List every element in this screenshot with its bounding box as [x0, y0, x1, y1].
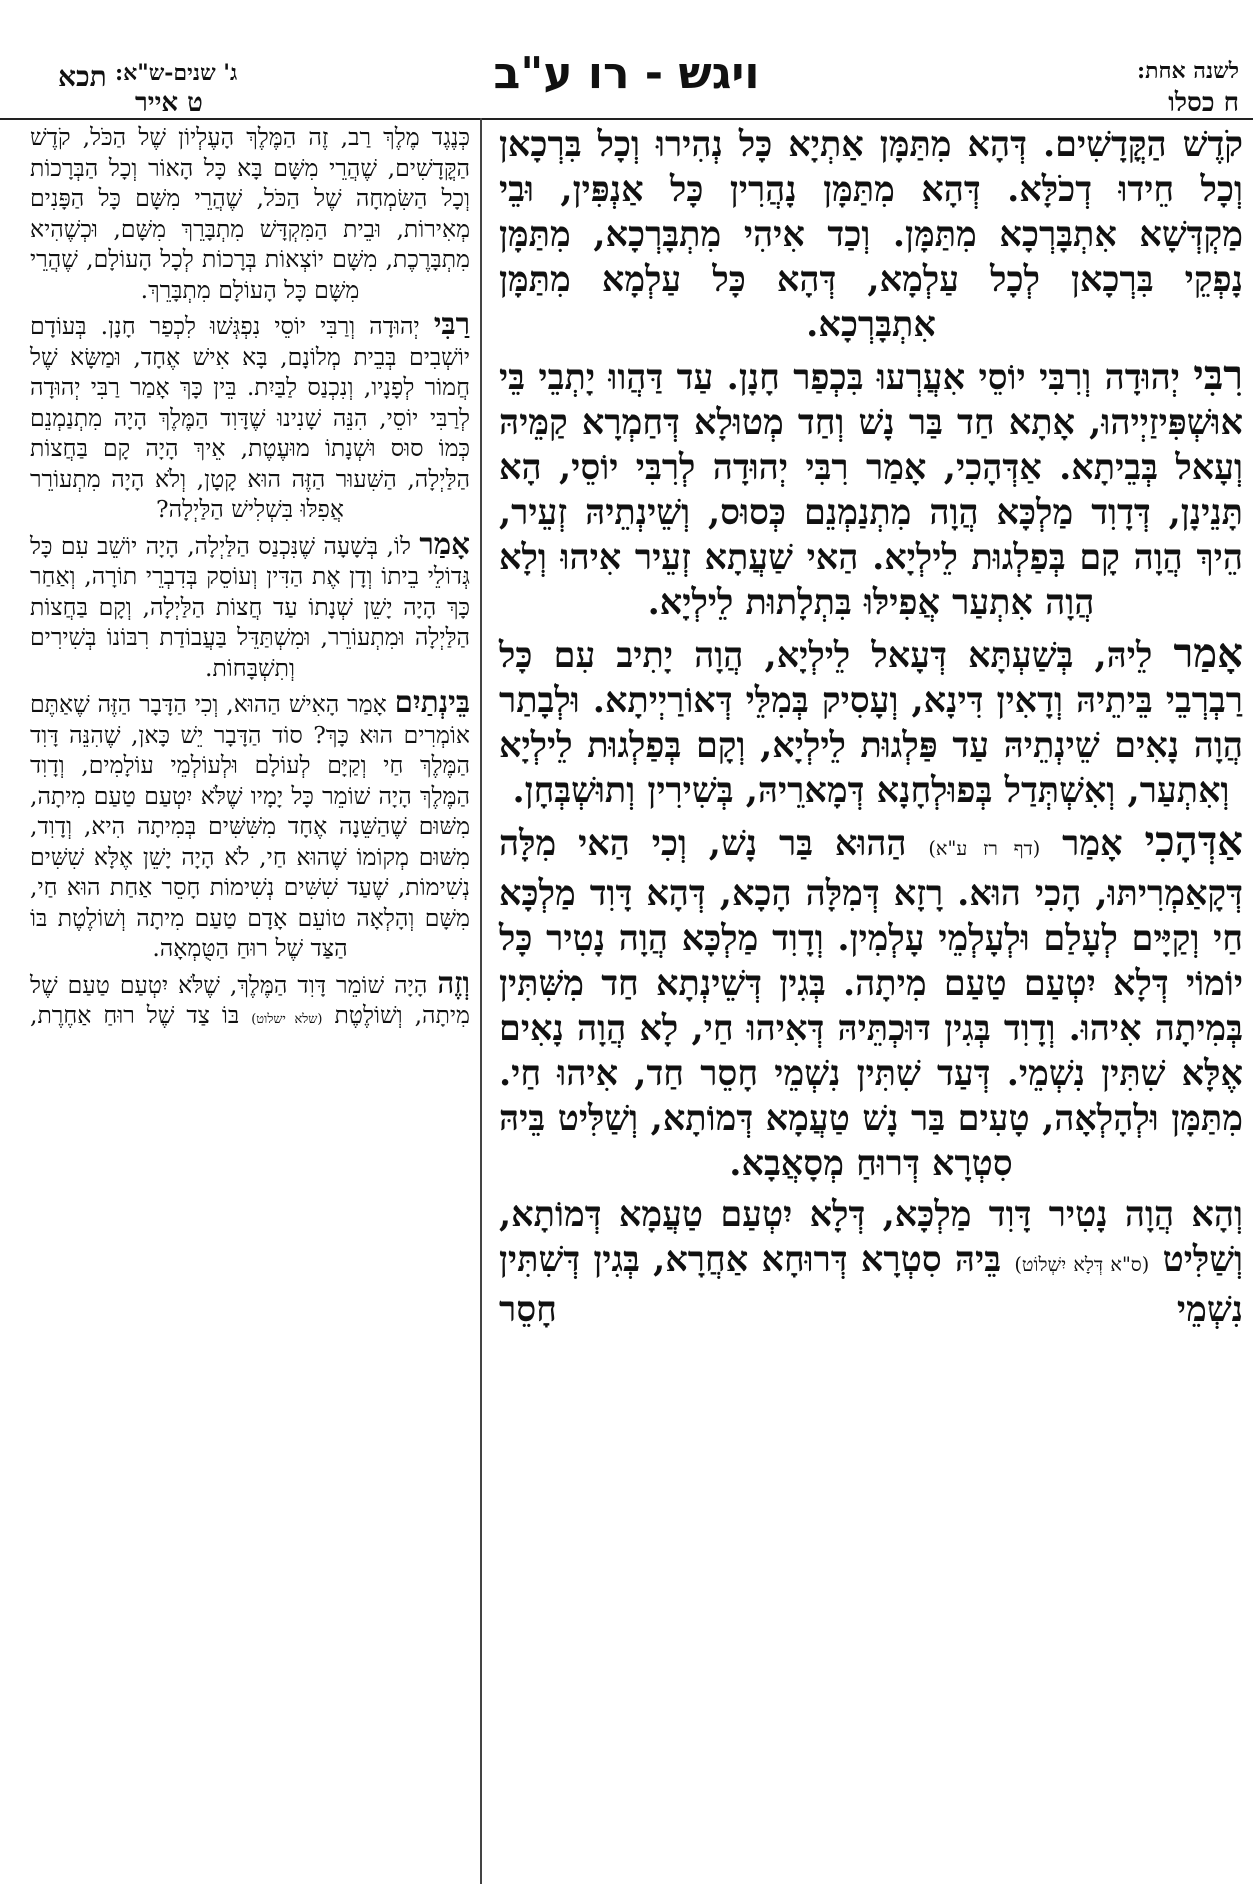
page-header	[0, 0, 1253, 118]
schedule-three-years-label: ג' שנים-ש"א:	[115, 60, 238, 86]
page-number: תכא	[58, 60, 107, 93]
schedule-three-years-date: ט אייר	[135, 88, 203, 118]
variant-reading-note: (ס"א דְּלָא יִשְׁלוֹט)	[1014, 1253, 1150, 1276]
opening-word: אַדְּהָכִי	[1144, 818, 1244, 865]
header-rule	[0, 118, 1253, 120]
opening-word: רַבִּי	[433, 306, 470, 341]
opening-word: אָמַר	[1173, 630, 1243, 677]
schedule-one-year-date: ח כסלו	[1168, 88, 1239, 118]
main-paragraph-4: אַדְּהָכִי אָמַר (דף רז ע"א) הַהוּא בַּר נָשׁ, וְכִי הַאי מִלָּה דְּקָאַמְרִיתּוּ, הָכִי הוּא. רָזָא דְּמִלָּה הָכָא, דְּהָא דָּוִד מַלְכָּא חַי וְקַיָּים לְעָלַם וּלְעָלְמֵי עָלְמִין. וְדָוִד מַלְכָּא הֲוָה נָטִיר כָּל יוֹמוֹי דְּלָא יִטְעַם טַעַם מִיתָה. בְּגִין דְּשֵׁינְתָא חַד מִשִּׁתִּין בְּמִיתָה אִיהוּ. וְדָוִד בְּגִין דּוּכְתֵּיהּ דְּאִיהוּ חַי, לָא הֲוָה נָאִים אֶלָּא שִׁתִּין נִשְׁמֵי. דְּעַד שִׁתִּין נִשְׁמֵי חָסֵר חַד, אִיהוּ חַי. מִתַּמָּן וּלְהָלְאָה, טָעִים בַּר נָשׁ טַעֲמָא דְּמוֹתָא, וְשַׁלִּיט בֵּיהּ סִטְרָא דְּרוּחַ מְסָאֲבָא.	[499, 818, 1244, 1184]
schedule-one-year-label: לשנה אחת:	[1136, 58, 1239, 84]
hebrew-translation-column	[30, 122, 470, 1040]
side-paragraph-1: כְּנֶגֶד מֶלֶךְ רַב, זֶה הַמֶּלֶךְ הָעֶלְיוֹן שֶׁל הַכֹּל, קֹדֶשׁ הַקֳּדָשִׁים, שֶׁהֲרֵי מִשָּׁם בָּא כָּל הָאוֹר וְכָל הַבְּרָכוֹת וְכָל הַשִּׂמְחָה שֶׁל הַכֹּל, שֶׁהֲרֵי מִשָּׁם כָּל הַפָּנִים מְאִירוֹת, וּבֵית הַמִּקְדָּשׁ מִתְבָּרֵךְ מִשָּׁם, וּכְשֶׁהִיא מִתְבָּרֶכֶת, מִשָּׁם יוֹצְאוֹת בְּרָכוֹת לְכָל הָעוֹלָם, שֶׁהֲרֵי מִשָּׁם כָּל הָעוֹלָם מִתְבָּרֵךְ.	[30, 123, 470, 304]
opening-word: בֵּינְתַיִם	[394, 684, 470, 719]
main-paragraph-2: רִבִּי יְהוּדָה וְרִבִּי יוֹסֵי אִעֲרְעוּ בִּכְפַר חָנָן. עַד דַּהֲווּ יָתְבֵי בֵּי אוּשְׁפִּיזַיְיהוּ, אָתָא חַד בַּר נָשׁ וְחַד מְטוּלָא דְּחַמְרָא קַמֵּיהּ וְעָאל בְּבֵיתָא. אַדְּהָכִי, אָמַר רִבִּי יְהוּדָה לְרִבִּי יוֹסֵי, הָא תָּנֵינָן, דְּדָוִד מַלְכָּא הֲוָה מִתְנַמְנֵם כְּסוּס, וְשֵׁינְתֵיהּ זְעֵיר, הֵיךְ הֲוָה קָם בְּפַלְגוּת לֵילְיָא. הַאי שַׁעֲתָא זְעֵיר אִיהוּ וְלָא הֲוָה אִתְעַר אֲפִילּוּ בִּתְלָתוּת לֵילְיָא.	[499, 352, 1244, 623]
main-paragraph-5: וְהָא הֲוָה נָטִיר דָּוִד מַלְכָּא, דְּלָא יִטְעַם טַעֲמָא דְּמוֹתָא, וְשַׁלִּיט (ס"א דְּלָא יִשְׁלוֹט) בֵּיהּ סִטְרָא דְּרוּחָא אַחֲרָא, בְּגִין דְּשִׁתִּין נִשְׁמֵי חָסֵר	[499, 1194, 1244, 1330]
main-paragraph-3: אָמַר לֵיהּ, בְּשַׁעְתָּא דְּעָאל לֵילְיָא, הֲוָה יָתִיב עִם כָּל רַבְרְבֵי בֵּיתֵיהּ וְדָאִין דִּינָא, וְעָסִיק בְּמִלֵּי דְּאוֹרַיְיתָא. וּלְבָתַר הֲוָה נָאִים שֵׁינְתֵיהּ עַד פַּלְגוּת לֵילְיָא, וְקָם בְּפַלְגוּת לֵילְיָא וְאִתְעַר, וְאִשְׁתְּדַל בְּפוּלְחָנָא דְּמָארֵיהּ, בְּשִׁירִין וְתוּשְׁבְּחָן.	[499, 630, 1243, 811]
side-paragraph-2: רַבִּי יְהוּדָה וְרַבִּי יוֹסֵי נִפְגְּשׁוּ לִכְפַר חָנָן. בְּעוֹדָם יוֹשְׁבִים בְּבֵית מְלוֹנָם, בָּא אִישׁ אֶחָד, וּמַשָּׂא שֶׁל חֲמוֹר לְפָנָיו, וְנִכְנַס לַבַּיִת. בֵּין כָּךְ אָמַר רַבִּי יְהוּדָה לְרַבִּי יוֹסֵי, הִנֵּה שָׁנִינוּ שֶׁדָּוִד הַמֶּלֶךְ הָיָה מִתְנַמְנֵם כְּמוֹ סוּס וּשְׁנָתוֹ מוּעֶטֶת, אֵיךְ הָיָה קָם בַּחֲצוֹת הַלַּיְלָה, הַשִּׁעוּר הַזֶּה הוּא קָטָן, וְלֹא הָיָה מִתְעוֹרֵר אֲפִלּוּ בִּשְׁלִישׁ הַלַּיְלָה?	[30, 306, 470, 523]
variant-reading-note: (שלא ישלוט)	[251, 1012, 323, 1027]
opening-word: רִבִּי	[1193, 352, 1244, 399]
side-paragraph-3: אָמַר לוֹ, בְּשָׁעָה שֶׁנִּכְנַס הַלַּיְלָה, הָיָה יוֹשֵׁב עִם כָּל גְּדוֹלֵי בֵיתוֹ וְדָן אֶת הַדִּין וְעוֹסֵק בְּדִבְרֵי תוֹרָה, וְאַחַר כָּךְ הָיָה יָשֵׁן שְׁנָתוֹ עַד חֲצוֹת הַלַּיְלָה, וְקָם בַּחֲצוֹת הַלַּיְלָה וּמִתְעוֹרֵר, וּמִשְׁתַּדֵּל בַּעֲבוֹדַת רִבּוֹנוֹ בְּשִׁירִים וְתִשְׁבָּחוֹת.	[30, 525, 470, 682]
side-paragraph-5: וְזֶה הָיָה שׁוֹמֵר דָּוִד הַמֶּלֶךְ, שֶׁלֹּא יִטְעַם טַעַם שֶׁל מִיתָה, וְשׁוֹלֶטֶת (שלא ישלוט) בּוֹ צַד שֶׁל רוּחַ אַחֶרֶת,	[30, 964, 470, 1029]
side-paragraph-4: בֵּינְתַיִם אָמַר הָאִישׁ הַהוּא, וְכִי הַדָּבָר הַזֶּה שֶׁאַתֶּם אוֹמְרִים הוּא כָּךְ? סוֹד הַדָּבָר יֵשׁ כָּאן, שֶׁהִנֵּה דָּוִד הַמֶּלֶךְ חַי וְקַיָּם לְעוֹלָם וּלְעוֹלְמֵי עוֹלָמִים, וְדָוִד הַמֶּלֶךְ הָיָה שׁוֹמֵר כָּל יָמָיו שֶׁלֹּא יִטְעַם טַעַם מִיתָה, מִשּׁוּם שֶׁהַשֵּׁנָה אֶחָד מִשִּׁשִּׁים בְּמִיתָה הִיא, וְדָוִד, מִשּׁוּם מְקוֹמוֹ שֶׁהוּא חַי, לֹא הָיָה יָשֵׁן אֶלָּא שִׁשִּׁים נְשִׁימוֹת, שֶׁעַד שִׁשִּׁים נְשִׁימוֹת חָסֵר אַחַת הוּא חַי, מִשָּׁם וְהָלְאָה טוֹעֵם אָדָם טַעַם מִיתָה וְשׁוֹלֶטֶת בּוֹ הַצַּד שֶׁל רוּחַ הַטֻּמְאָה.	[30, 684, 470, 962]
aramaic-main-column	[499, 122, 1243, 1338]
opening-word: וְזֶה	[437, 964, 470, 1000]
running-title: ויגש - רו ע"ב	[493, 48, 760, 99]
page-reference-note: (דף רז ע"א)	[928, 837, 1041, 860]
opening-word: אָמַר	[419, 525, 470, 561]
column-divider	[480, 118, 482, 1884]
main-paragraph-1: קֹדֶשׁ הַקֳּדָשִׁים. דְּהָא מִתַּמָּן אַתְיָא כָּל נְהִירוּ וְכָל בִּרְכָאן וְכָל חֵידוּ דְכֹלָּא. דְּהָא מִתַּמָּן נָהֲרִין כָּל אַנְפִּין, וּבֵי מַקְדְּשָׁא אִתְבָּרְכָא מִתַּמָּן. וְכַד אִיהִי מִתְבָּרְכָא, מִתַּמָּן נָפְקֵי בִּרְכָאן לְכָל עַלְמָא, דְּהָא כָּל עַלְמָא מִתַּמָּן אִתְבָּרְכָא.	[499, 124, 1243, 345]
